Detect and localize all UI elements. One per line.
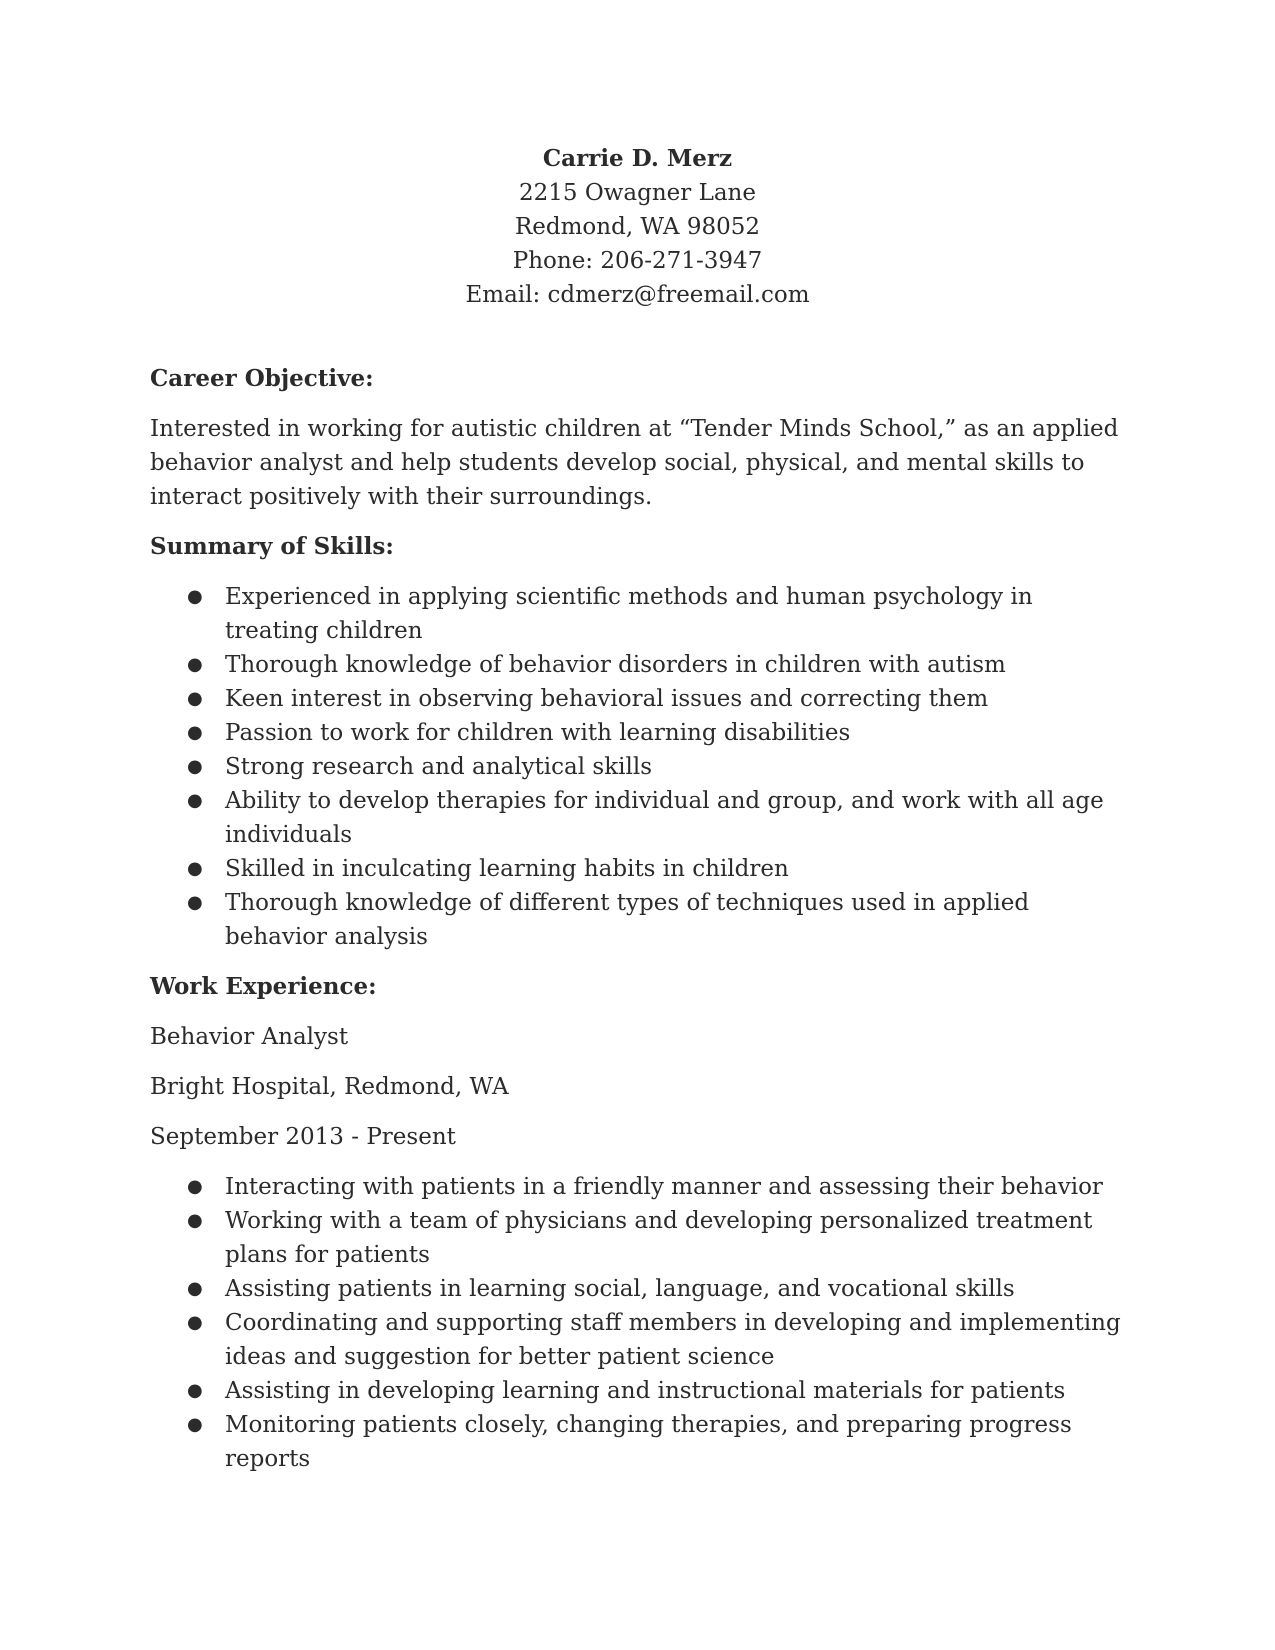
list-item <box>150 580 1125 648</box>
skill-text: Keen interest in observing behavioral issues and correcting them <box>225 686 989 712</box>
skills-list <box>150 580 1125 954</box>
list-item <box>150 716 1125 750</box>
resume-page <box>150 142 1125 1476</box>
objective-text: Interested in working for autistic children at “Tender Minds School,” as an applied behavior analyst and help students develop social, physical, and mental skills to interact positively with their surroundings. <box>150 416 1119 510</box>
duty-text: Assisting in developing learning and instructional materials for patients <box>225 1378 1066 1404</box>
address-line-1: 2215 Owagner Lane <box>519 180 756 206</box>
job-title: Behavior Analyst <box>150 1024 349 1050</box>
list-item <box>150 1204 1125 1272</box>
bullet-icon: ● <box>187 1312 203 1333</box>
list-item <box>150 784 1125 852</box>
list-item <box>150 852 1125 886</box>
employment-dates: September 2013 - Present <box>150 1124 456 1150</box>
skill-text: Passion to work for children with learning disabilities <box>225 720 851 746</box>
objective-heading: Career Objective: <box>150 365 374 392</box>
bullet-icon: ● <box>187 1210 203 1231</box>
list-item <box>150 886 1125 954</box>
skill-text: Ability to develop therapies for individual and group, and work with all age individuals <box>225 788 1104 848</box>
employer: Bright Hospital, Redmond, WA <box>150 1074 509 1100</box>
skills-heading: Summary of Skills: <box>150 533 394 560</box>
duty-text: Working with a team of physicians and developing personalized treatment plans for patients <box>225 1208 1093 1268</box>
skill-text: Thorough knowledge of different types of techniques used in applied behavior analysis <box>225 890 1030 950</box>
bullet-icon: ● <box>187 1380 203 1401</box>
bullet-icon: ● <box>187 892 203 913</box>
experience-list <box>150 1170 1125 1476</box>
bullet-icon: ● <box>187 858 203 879</box>
bullet-icon: ● <box>187 1278 203 1299</box>
list-item <box>150 750 1125 784</box>
bullet-icon: ● <box>187 688 203 709</box>
skill-text: Thorough knowledge of behavior disorders in children with autism <box>225 652 1006 678</box>
skill-text: Skilled in inculcating learning habits in children <box>225 856 789 882</box>
list-item <box>150 1306 1125 1374</box>
bullet-icon: ● <box>187 1414 203 1435</box>
candidate-name: Carrie D. Merz <box>542 145 733 172</box>
bullet-icon: ● <box>187 722 203 743</box>
phone-line: Phone: 206-271-3947 <box>512 248 763 274</box>
skill-text: Experienced in applying scientific methods and human psychology in treating children <box>225 584 1033 644</box>
bullet-icon: ● <box>187 586 203 607</box>
email-line: Email: cdmerz@freemail.com <box>465 282 810 308</box>
list-item <box>150 1374 1125 1408</box>
bullet-icon: ● <box>187 756 203 777</box>
list-item <box>150 1170 1125 1204</box>
list-item <box>150 682 1125 716</box>
list-item <box>150 1408 1125 1476</box>
contact-block <box>150 142 1125 312</box>
bullet-icon: ● <box>187 1176 203 1197</box>
list-item <box>150 1272 1125 1306</box>
address-line-2: Redmond, WA 98052 <box>514 214 761 240</box>
bullet-icon: ● <box>187 790 203 811</box>
skill-text: Strong research and analytical skills <box>225 754 653 780</box>
duty-text: Coordinating and supporting staff members in developing and implementing ideas and suggestion for better patient science <box>225 1310 1121 1370</box>
duty-text: Monitoring patients closely, changing therapies, and preparing progress reports <box>225 1412 1072 1472</box>
list-item <box>150 648 1125 682</box>
bullet-icon: ● <box>187 654 203 675</box>
duty-text: Assisting patients in learning social, language, and vocational skills <box>225 1276 1015 1302</box>
experience-heading: Work Experience: <box>150 973 377 1000</box>
duty-text: Interacting with patients in a friendly manner and assessing their behavior <box>225 1174 1103 1200</box>
